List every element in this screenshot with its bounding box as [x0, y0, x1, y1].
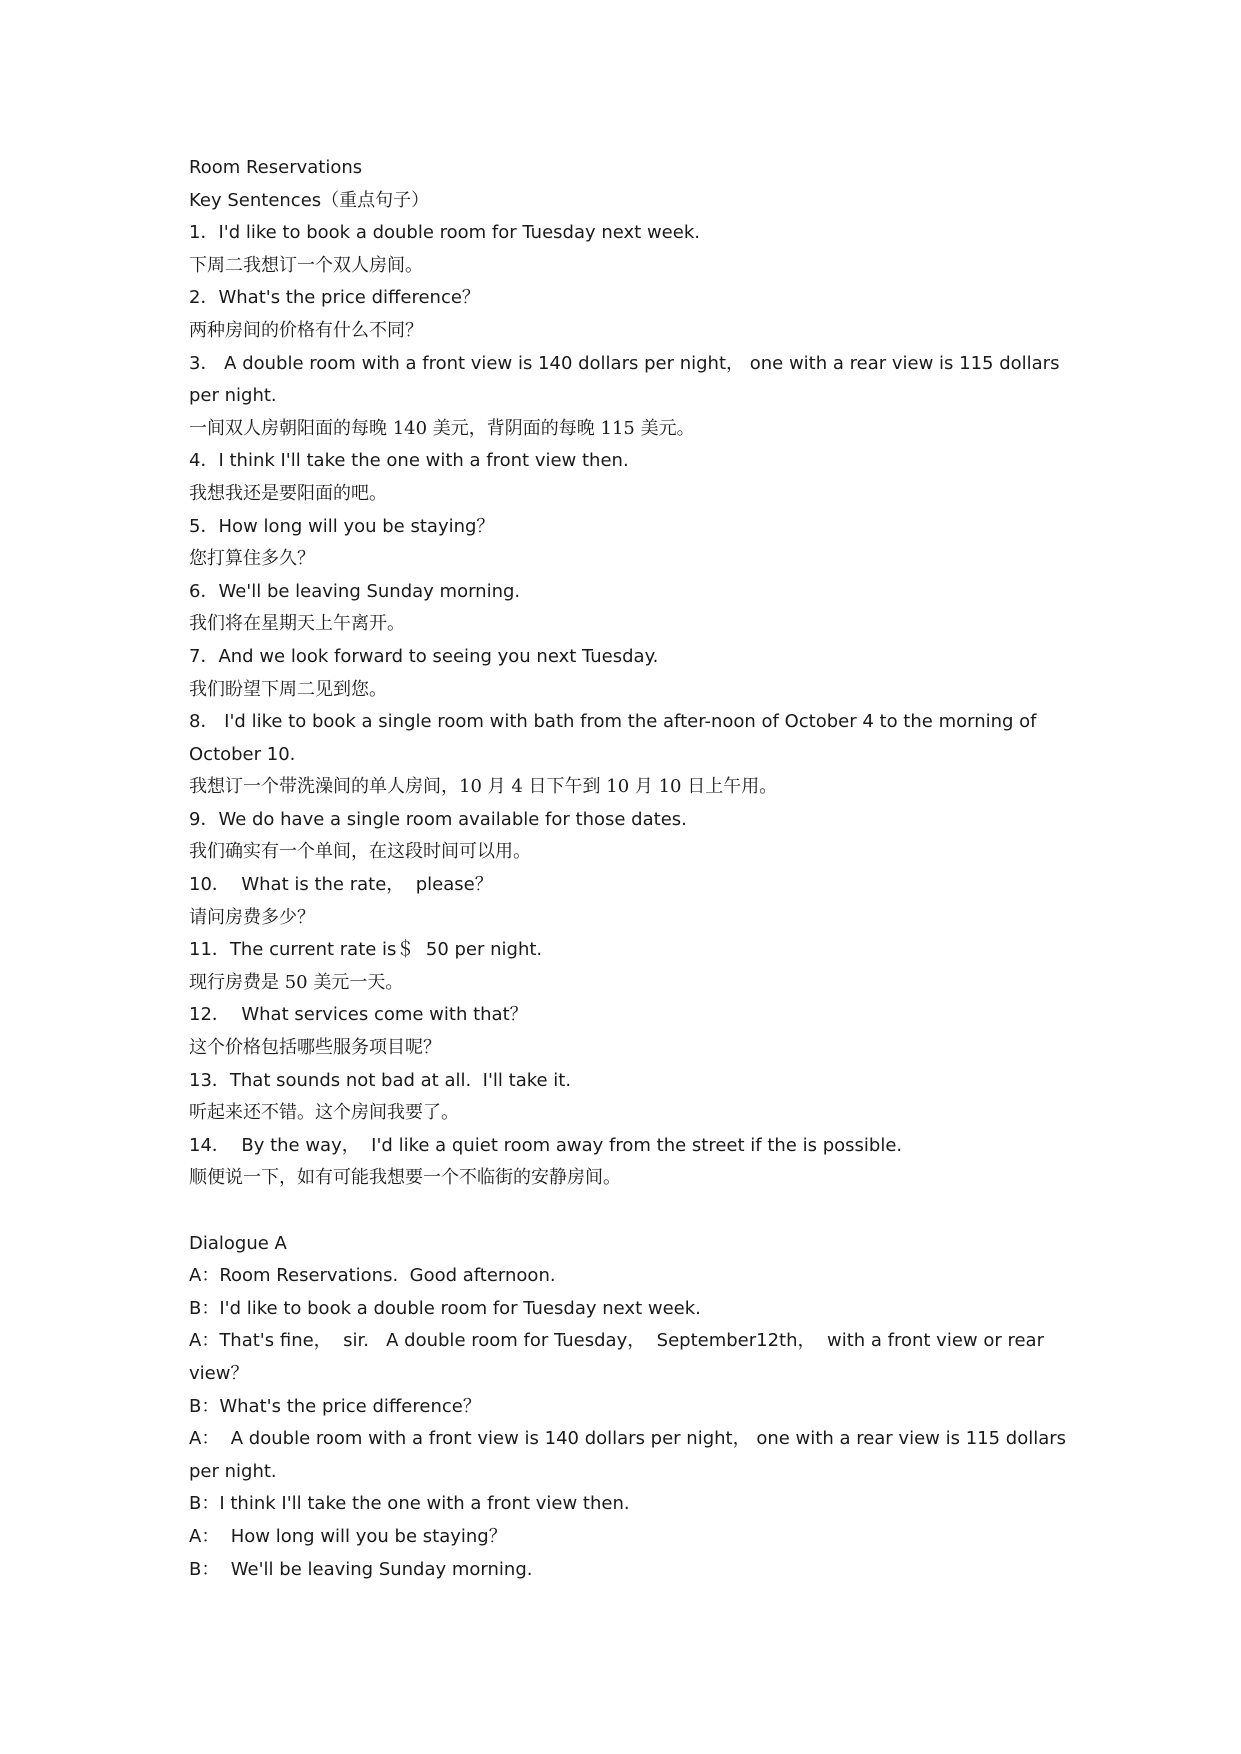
key-sentence-6 [189, 576, 1069, 641]
sentence-chinese: 我们确实有一个单间，在这段时间可以用。 [189, 841, 531, 863]
key-sentence-12 [189, 999, 1069, 1064]
sentence-chinese: 您打算住多久？ [189, 548, 315, 570]
sentence-chinese: 我们盼望下周二见到您。 [189, 678, 387, 700]
sentence-chinese: 这个价格包括哪些服务项目呢？ [189, 1037, 441, 1059]
key-sentence-13 [189, 1065, 1069, 1130]
dialogue-line: B： We'll be leaving Sunday morning. [189, 1558, 533, 1580]
dialogue-line: B：I think I'll take the one with a front view then. [189, 1493, 630, 1515]
sentence-english: 11．The current rate is＄ 50 per night. [189, 939, 543, 961]
sentence-chinese: 两种房间的价格有什么不同？ [189, 319, 423, 341]
sentence-chinese: 我想我还是要阳面的吧。 [189, 482, 387, 504]
key-sentence-2 [189, 282, 1069, 347]
key-sentence-8 [189, 706, 1069, 804]
key-sentence-5 [189, 511, 1069, 576]
sentence-english: 14． By the way， I'd like a quiet room away from the street if the is possible. [189, 1134, 903, 1156]
sentence-english: 8． I'd like to book a single room with bath from the after-noon of October 4 to the morning of [189, 711, 1037, 733]
dialogue-line: A：Room Reservations. Good afternoon. [189, 1265, 556, 1287]
dialogue-line-continued: view？ [189, 1362, 249, 1384]
sentence-chinese: 现行房费是 50 美元一天。 [189, 971, 404, 993]
key-sentence-1 [189, 217, 1069, 282]
key-sentence-14 [189, 1130, 1069, 1195]
sentence-english: 3． A double room with a front view is 140 dollars per night， one with a rear view is 115 dollars [189, 352, 1060, 374]
sentence-chinese: 听起来还不错。这个房间我要了。 [189, 1102, 459, 1124]
key-sentence-9 [189, 804, 1069, 869]
sentence-english: 13．That sounds not bad at all. I'll take it. [189, 1069, 572, 1091]
section-spacer [189, 1195, 1069, 1228]
document-page [189, 152, 1069, 1586]
key-sentence-7 [189, 641, 1069, 706]
dialogue-line: B：What's the price difference？ [189, 1395, 481, 1417]
dialogue-line: A： How long will you be staying？ [189, 1525, 507, 1547]
sentence-english: 5．How long will you be staying？ [189, 515, 495, 537]
sentence-english-continued: per night. [189, 385, 277, 407]
key-sentence-3 [189, 348, 1069, 446]
sentence-english: 6．We'll be leaving Sunday morning. [189, 580, 521, 602]
sentence-english-continued: October 10. [189, 743, 296, 765]
dialogue-line: B：I'd like to book a double room for Tuesday next week. [189, 1297, 701, 1319]
key-sentence-11 [189, 934, 1069, 999]
sentence-chinese: 请问房费多少？ [189, 906, 315, 928]
sentence-chinese: 我想订一个带洗澡间的单人房间，10 月 4 日下午到 10 月 10 日上午用。 [189, 776, 778, 798]
dialogue-line-continued: per night. [189, 1460, 277, 1482]
document-title: Room Reservations [189, 157, 363, 178]
dialogue-line: A： A double room with a front view is 140 dollars per night， one with a rear view is 115 dollars [189, 1428, 1067, 1450]
dialogue-line: A：That's fine， sir. A double room for Tuesday， September12th， with a front view or rear [189, 1330, 1044, 1352]
sentence-english: 7．And we look forward to seeing you next Tuesday. [189, 645, 659, 667]
key-sentence-4 [189, 445, 1069, 510]
sentence-english: 4．I think I'll take the one with a front view then. [189, 450, 629, 472]
sentence-english: 10． What is the rate， please？ [189, 874, 493, 896]
sentence-english: 12． What services come with that？ [189, 1004, 528, 1026]
sentence-english: 2．What's the price difference？ [189, 287, 480, 309]
dialogue-heading: Dialogue A [189, 1232, 287, 1254]
sentence-chinese: 一间双人房朝阳面的每晚 140 美元，背阴面的每晚 115 美元。 [189, 417, 695, 439]
sentence-chinese: 我们将在星期天上午离开。 [189, 613, 405, 635]
key-sentence-10 [189, 869, 1069, 934]
sentence-chinese: 下周二我想订一个双人房间。 [189, 254, 423, 276]
sentence-english: 1．I'd like to book a double room for Tuesday next week. [189, 222, 700, 244]
dialogue-a [189, 1260, 1069, 1586]
sentence-chinese: 顺便说一下，如有可能我想要一个不临街的安静房间。 [189, 1167, 621, 1189]
sentence-english: 9．We do have a single room available for those dates. [189, 808, 687, 830]
key-sentences-heading: Key Sentences（重点句子） [189, 189, 430, 211]
